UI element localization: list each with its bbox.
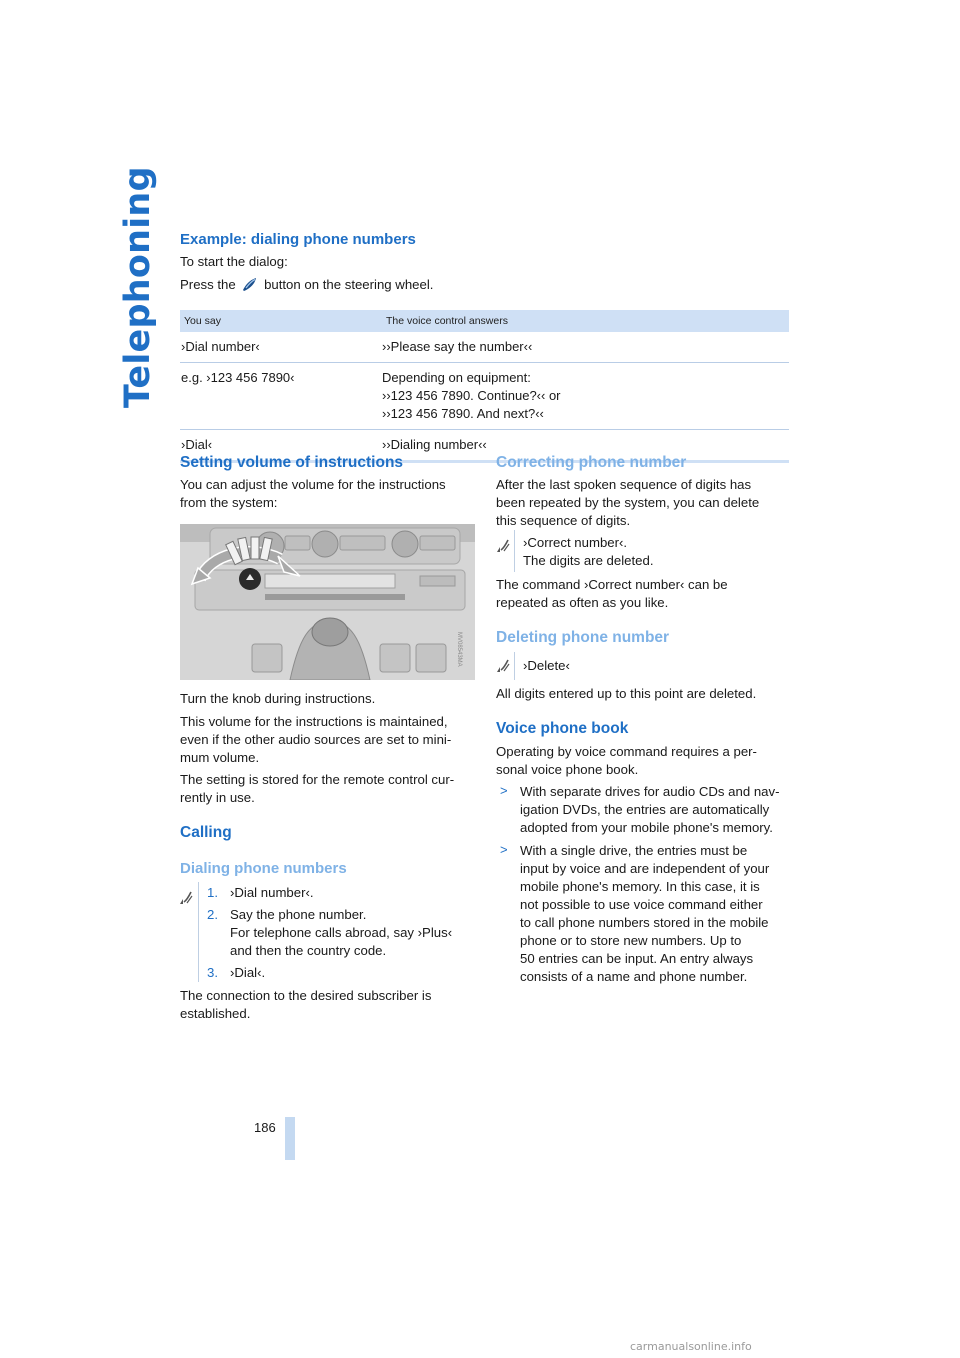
press-suffix: button on the steering wheel. xyxy=(264,277,434,292)
text-line: established. xyxy=(180,1006,251,1021)
correcting-heading: Correcting phone number xyxy=(496,454,687,471)
text-line: input by voice and are independent of your xyxy=(520,861,770,876)
bullet-marker: > xyxy=(500,842,508,857)
text-line: 50 entries can be input. An entry always xyxy=(520,951,754,966)
text-line: igation DVDs, the entries are automatically xyxy=(520,802,770,817)
deleting-heading: Deleting phone number xyxy=(496,629,670,646)
answer-line: ››123 456 7890. And next?‹‹ xyxy=(382,406,544,421)
correct-box-text xyxy=(523,534,654,570)
calling-result xyxy=(180,987,431,1023)
voice-dialog-table xyxy=(180,310,789,463)
table-header-row xyxy=(180,310,789,332)
table-cell-answer xyxy=(382,363,789,430)
delete-box-text: ›Delete‹ xyxy=(523,658,570,673)
text-line: this sequence of digits. xyxy=(496,513,631,528)
table-row xyxy=(180,332,789,363)
text-line: consists of a name and phone number. xyxy=(520,969,748,984)
text-line: from the system: xyxy=(180,495,278,510)
list-item xyxy=(520,783,779,837)
text-line: After the last spoken sequence of digits has xyxy=(496,477,752,492)
text-line: and then the country code. xyxy=(230,943,387,958)
phonebook-intro xyxy=(496,743,757,779)
table-header-you-say: You say xyxy=(180,310,382,332)
text-line: to call phone numbers stored in the mobile xyxy=(520,915,769,930)
step-number xyxy=(207,884,218,902)
text-line: rently in use. xyxy=(180,790,255,805)
volume-heading: Setting volume of instructions xyxy=(180,454,404,471)
text-line: You can adjust the volume for the instructions xyxy=(180,477,446,492)
microphone-icon xyxy=(178,890,194,906)
text-line: not possible to use voice command either xyxy=(520,897,763,912)
text-line: With separate drives for audio CDs and nav- xyxy=(520,784,780,799)
step-number: 1. xyxy=(207,885,218,900)
table-cell-say: ›Dial‹ xyxy=(180,430,382,462)
text-line: The setting is stored for the remote control cur- xyxy=(180,772,455,787)
volume-p2 xyxy=(180,713,451,767)
step-number: 2. xyxy=(207,907,218,922)
bullet-marker: > xyxy=(500,783,508,798)
step-text xyxy=(230,906,452,960)
text-line: With a single drive, the entries must be xyxy=(520,843,748,858)
example-heading: Example: dialing phone numbers xyxy=(180,231,416,248)
text-line: The command ›Correct number‹ can be xyxy=(496,577,728,592)
answer-line: ››Please say the number‹‹ xyxy=(382,339,533,354)
text-line: sonal voice phone book. xyxy=(496,762,639,777)
delete-box xyxy=(514,652,515,680)
microphone-icon xyxy=(495,658,511,674)
text-line: been repeated by the system, you can delete xyxy=(496,495,760,510)
watermark: carmanualsonline.info xyxy=(630,1340,752,1353)
steps-box xyxy=(198,882,199,982)
correcting-after xyxy=(496,576,728,612)
answer-line: ››Dialing number‹‹ xyxy=(382,437,487,452)
volume-intro xyxy=(180,476,446,512)
text-line: This volume for the instructions is maintained, xyxy=(180,714,448,729)
text-line: phone or to store new numbers. Up to xyxy=(520,933,742,948)
image-code: MV08543MA xyxy=(456,632,462,667)
step-text: ›Dial number‹. xyxy=(230,885,314,900)
console-illustration xyxy=(180,524,475,680)
list-item xyxy=(520,842,769,986)
press-prefix: Press the xyxy=(180,277,236,292)
page-number: 186 xyxy=(254,1120,276,1135)
chapter-title: Telephoning xyxy=(118,166,158,408)
step-number xyxy=(207,906,218,924)
text-line: repeated as often as you like. xyxy=(496,595,669,610)
dialing-subheading: Dialing phone numbers xyxy=(180,860,347,877)
volume-p3 xyxy=(180,771,454,807)
table-row xyxy=(180,363,789,430)
example-intro: To start the dialog: xyxy=(180,254,288,269)
text-line: even if the other audio sources are set to mini- xyxy=(180,732,452,747)
deleting-after: All digits entered up to this point are deleted. xyxy=(496,686,757,701)
calling-heading: Calling xyxy=(180,824,232,841)
voice-button-icon xyxy=(241,277,258,297)
text-line: adopted from your mobile phone's memory. xyxy=(520,820,773,835)
text-line: Operating by voice command requires a per- xyxy=(496,744,757,759)
text-line: ›Correct number‹. xyxy=(523,535,628,550)
correct-box xyxy=(514,530,515,572)
step-number: 3. xyxy=(207,965,218,980)
table-cell-say: e.g. ›123 456 7890‹ xyxy=(180,363,382,430)
phonebook-heading: Voice phone book xyxy=(496,720,629,737)
text-line: For telephone calls abroad, say ›Plus‹ xyxy=(230,925,453,940)
microphone-icon xyxy=(495,538,511,554)
table-header-answers: The voice control answers xyxy=(382,310,789,332)
answer-line: ››123 456 7890. Continue?‹‹ or xyxy=(382,388,561,403)
example-press-line xyxy=(180,276,433,297)
table-cell-answer xyxy=(382,332,789,363)
text-line: mum volume. xyxy=(180,750,260,765)
step-number xyxy=(207,964,218,982)
table-cell-say: ›Dial number‹ xyxy=(180,332,382,363)
volume-p1: Turn the knob during instructions. xyxy=(180,691,376,706)
text-line: The digits are deleted. xyxy=(523,553,654,568)
text-line: Say the phone number. xyxy=(230,907,367,922)
answer-line: Depending on equipment: xyxy=(382,370,531,385)
correcting-intro xyxy=(496,476,759,530)
step-text: ›Dial‹. xyxy=(230,965,266,980)
page-marker-bar xyxy=(285,1117,295,1160)
text-line: The connection to the desired subscriber is xyxy=(180,988,432,1003)
text-line: mobile phone's memory. In this case, it is xyxy=(520,879,760,894)
